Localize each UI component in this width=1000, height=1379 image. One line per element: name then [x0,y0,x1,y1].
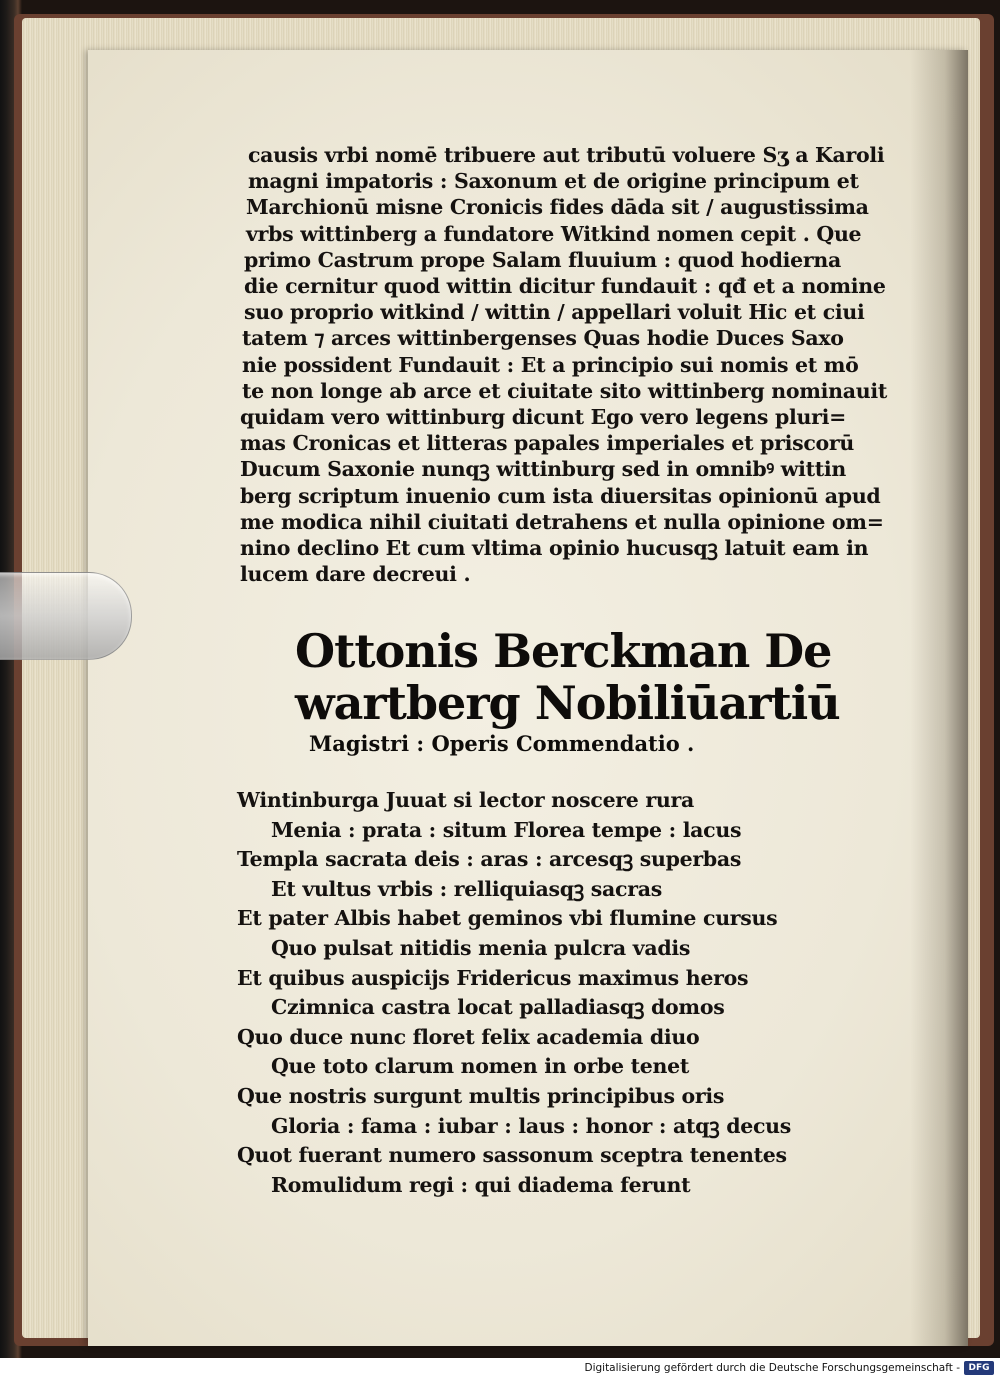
verse-line: Templa sacrata deis : aras : arcesqꝫ superbas [237,847,742,872]
prose-line: quidam vero wittinburg dicunt Ego vero legens pluri= [240,405,846,430]
heading-subtitle: Magistri : Operis Commendatio . [309,731,695,756]
funding-credit: Digitalisierung gefördert durch die Deutsche Forschungsgemeinschaft - [584,1362,960,1374]
prose-line: Marchionū misne Cronicis fides dāda sit / augustissima [246,195,869,220]
prose-line: causis vrbi nomē tribuere aut tributū voluere Sʒ a Karoli [248,143,885,167]
prose-line: te non longe ab arce et ciuitate sito wittinberg nominauit [242,378,887,403]
page-gutter-shadow [910,50,968,1346]
prose-line: die cernitur quod wittin dicitur fundauit : qđ et a nomine [244,274,886,299]
verse-line: Gloria : fama : iubar : laus : honor : atqꝫ decus [271,1113,792,1138]
prose-line: berg scriptum inuenio cum ista diuersitas opinionū apud [240,483,881,508]
verse-line: Que nostris surgunt multis principibus oris [237,1083,725,1108]
verse-line: Quo duce nunc floret felix academia diuo [237,1024,700,1049]
section-heading [295,625,840,759]
verse-line: Wintinburga Juuat si lector noscere rura [237,788,694,812]
verse-line: Que toto clarum nomen in orbe tenet [271,1054,690,1079]
prose-line: vrbs wittinberg a fundatore Witkind nomen cepit . Que [246,221,862,246]
prose-line: primo Castrum prope Salam fluuium : quod hodierna [244,247,841,272]
verse-line: Romulidum regi : qui diadema ferunt [271,1172,691,1197]
verse-line: Quo pulsat nitidis menia pulcra vadis [271,935,691,960]
heading-title-line: Ottonis Berckman De [295,624,832,678]
dfg-logo: DFG [964,1361,994,1375]
prose-line: tatem ⁊ arces wittinbergenses Quas hodie Duces Saxo [242,326,844,351]
prose-line: magni impatoris : Saxonum et de origine principum et [248,169,859,194]
prose-line: suo proprio witkind / wittin / appellari voluit Hic et ciui [244,300,865,325]
prose-line: nino declino Et cum vltima opinio hucusqꝫ latuit eam in [240,536,869,561]
verse-line: Et pater Albis habet geminos vbi flumine cursus [237,906,778,931]
verse-line: Menia : prata : situm Florea tempe : lacus [271,817,742,842]
prose-paragraph [150,142,887,587]
page-clip [0,572,132,660]
heading-title-line: wartberg Nobiliūartiū [295,676,840,730]
prose-line: Ducum Saxonie nunqꝫ wittinburg sed in omnibꝰ wittin [240,457,846,482]
verse-line: Et vultus vrbis : relliquiasqꝫ sacras [271,876,662,901]
verse-line: Et quibus auspicijs Fridericus maximus heros [237,965,749,990]
verse-line: Quot fuerant numero sassonum sceptra tenentes [237,1143,787,1168]
prose-line: me modica nihil ciuitati detrahens et nulla opinione om= [240,509,884,534]
prose-line: nie possident Fundauit : Et a principio sui nomis et mō [242,352,859,377]
prose-line: mas Cronicas et litteras papales imperiales et priscorū [240,431,854,456]
footer-bar [0,1358,1000,1379]
prose-line: lucem dare decreui . [240,562,471,587]
verse-line: Czimnica castra locat palladiasqꝫ domos [271,995,725,1020]
verse-poem [237,786,791,1200]
